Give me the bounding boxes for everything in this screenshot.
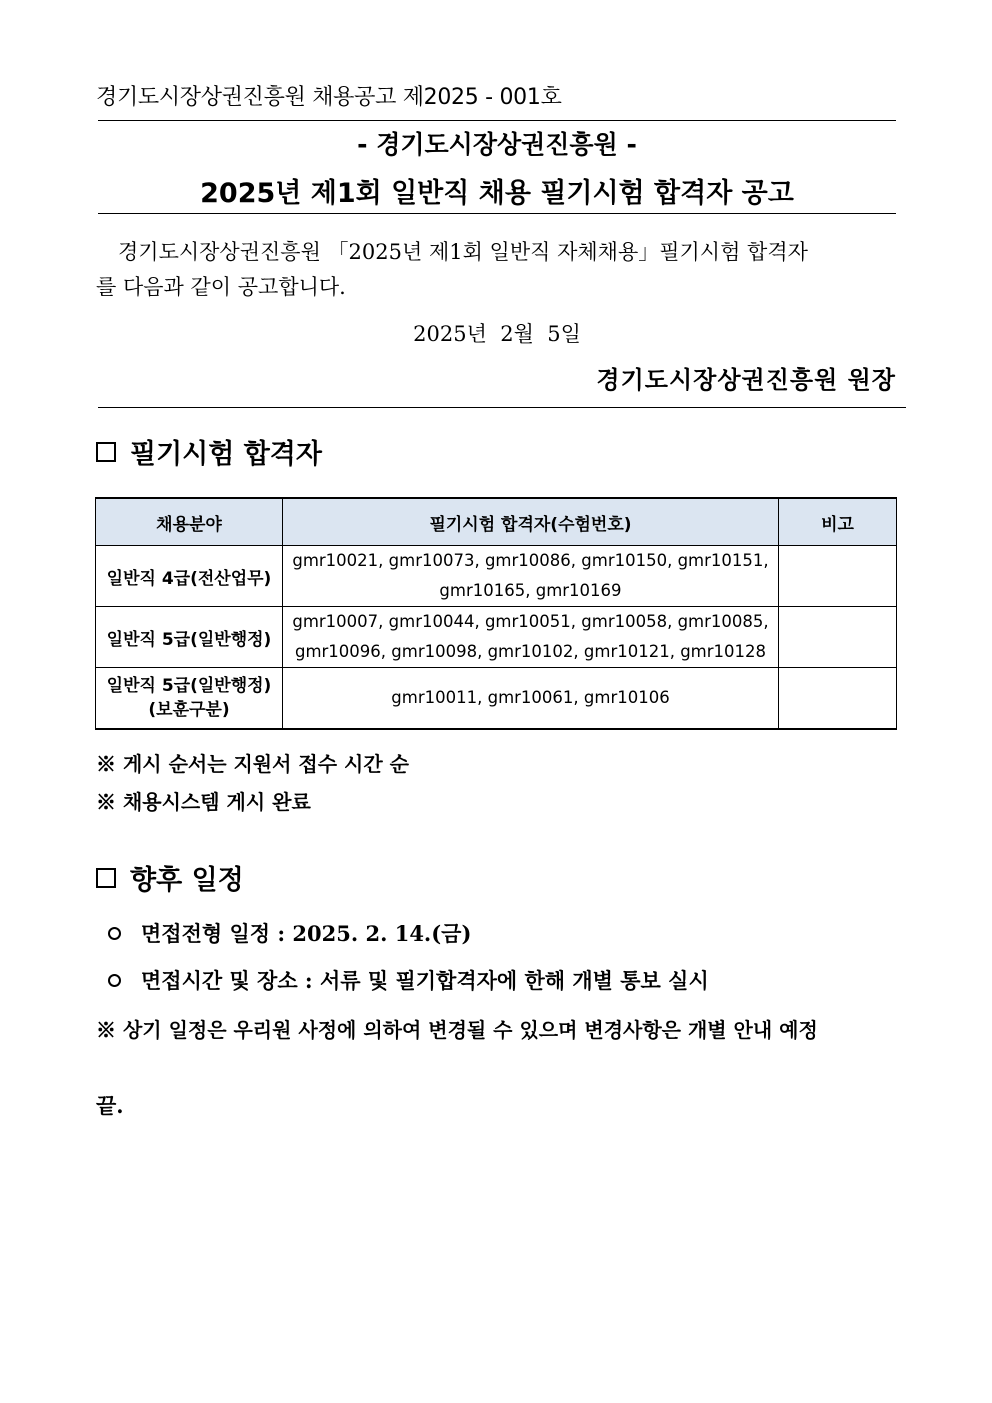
schedule-item-text: 면접시간 및 장소 : 서류 및 필기합격자에 한해 개별 통보 실시 bbox=[141, 968, 709, 993]
row-ids: gmr10011, gmr10061, gmr10106 bbox=[283, 668, 779, 730]
row-field: 일반직 5급(일반행정) bbox=[96, 607, 283, 668]
header-note: 비고 bbox=[779, 498, 897, 546]
circle-bullet-icon bbox=[108, 927, 121, 940]
row-note bbox=[779, 607, 897, 668]
table-row bbox=[96, 546, 897, 607]
table-row bbox=[96, 668, 897, 730]
section-heading-passers bbox=[96, 432, 322, 471]
schedule-item bbox=[108, 965, 709, 995]
section-heading-text: 향후 일정 bbox=[130, 865, 244, 896]
page-title: 2025년 제1회 일반직 채용 필기시험 합격자 공고 bbox=[200, 178, 794, 209]
signer: 경기도시장상권진흥원 원장 bbox=[596, 365, 896, 394]
divider bbox=[98, 407, 906, 408]
table-header-row bbox=[96, 498, 897, 546]
org-title: - 경기도시장상권진흥원 - bbox=[357, 130, 637, 159]
schedule-note: ※ 상기 일정은 우리원 사정에 의하여 변경될 수 있으며 변경사항은 개별 안내 예정 bbox=[96, 1018, 818, 1042]
row-note bbox=[779, 668, 897, 730]
divider bbox=[98, 120, 896, 121]
table-note-1: ※ 게시 순서는 지원서 접수 시간 순 bbox=[96, 752, 409, 776]
header-passers: 필기시험 합격자(수험번호) bbox=[283, 498, 779, 546]
document-number: 경기도시장상권진흥원 채용공고 제2025 - 001호 bbox=[96, 85, 562, 110]
intro-line-2: 를 다음과 같이 공고합니다. bbox=[96, 275, 346, 299]
table-note-2: ※ 채용시스템 게시 완료 bbox=[96, 790, 311, 814]
circle-bullet-icon bbox=[108, 974, 121, 987]
row-ids: gmr10021, gmr10073, gmr10086, gmr10150, gmr10151, gmr10165, gmr10169 bbox=[283, 546, 779, 607]
checkbox-square-icon bbox=[96, 868, 116, 888]
section-heading-text: 필기시험 합격자 bbox=[130, 439, 322, 470]
table-row bbox=[96, 607, 897, 668]
schedule-item bbox=[108, 918, 471, 948]
checkbox-square-icon bbox=[96, 442, 116, 462]
row-note bbox=[779, 546, 897, 607]
row-ids: gmr10007, gmr10044, gmr10051, gmr10058, gmr10085, gmr10096, gmr10098, gmr10102, gmr10121, gmr10128 bbox=[283, 607, 779, 668]
divider bbox=[98, 213, 896, 214]
row-field: 일반직 5급(일반행정) (보훈구분) bbox=[96, 668, 283, 730]
passers-table bbox=[95, 497, 897, 730]
section-heading-schedule bbox=[96, 858, 244, 897]
header-field: 채용분야 bbox=[96, 498, 283, 546]
end-text: 끝. bbox=[96, 1093, 124, 1118]
intro-line-1: 경기도시장상권진흥원 「2025년 제1회 일반직 자체채용」필기시험 합격자 bbox=[118, 240, 808, 264]
schedule-item-text: 면접전형 일정 : 2025. 2. 14.(금) bbox=[141, 921, 472, 946]
row-field: 일반직 4급(전산업무) bbox=[96, 546, 283, 607]
announcement-date: 2025년 2월 5일 bbox=[413, 322, 581, 346]
